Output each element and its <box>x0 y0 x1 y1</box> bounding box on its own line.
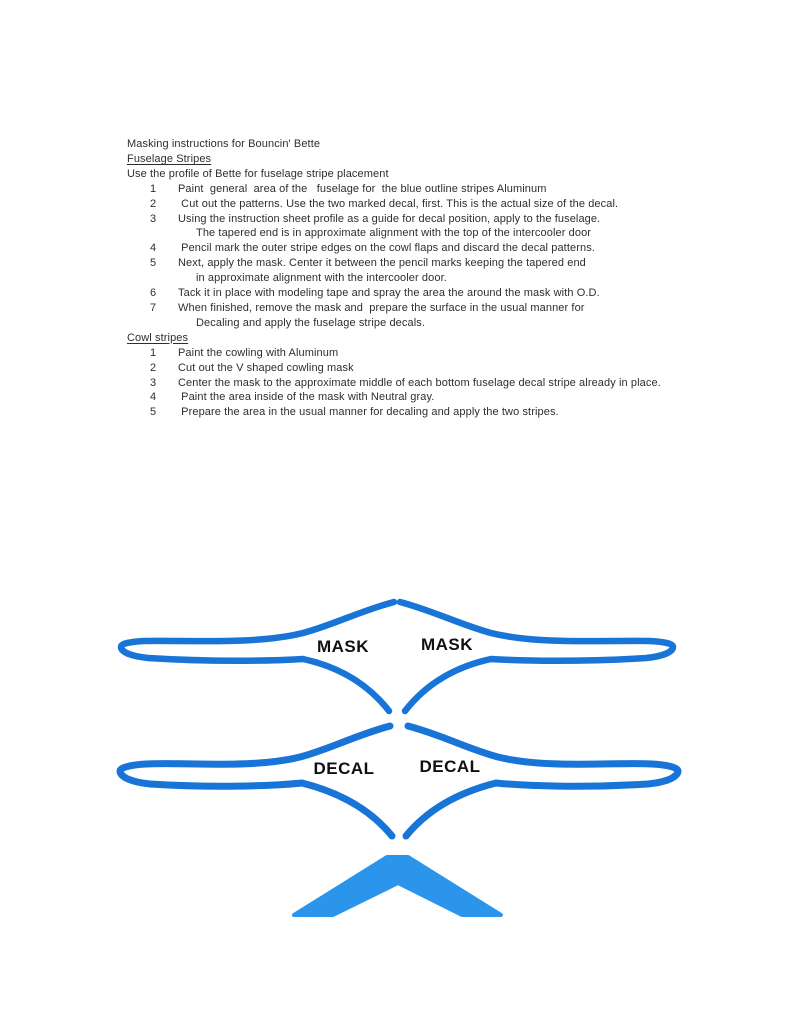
step-continuation-line: The tapered end is in approximate alignment with the top of the intercooler door <box>196 227 592 240</box>
step-text: Paint the area inside of the mask with Neutral gray. <box>178 391 435 404</box>
decal-stripe-left-outline <box>120 726 392 836</box>
step-number: 4 <box>150 391 157 404</box>
step-text: Prepare the area in the usual manner for decaling and apply the two stripes. <box>178 406 559 419</box>
mask-label-right: MASK <box>420 635 474 654</box>
step-number: 3 <box>150 212 157 225</box>
step-number: 4 <box>150 242 157 255</box>
step-text: Paint general area of the fuselage for the blue outline stripes Aluminum <box>178 182 547 195</box>
section-heading-cowl: Cowl stripes <box>127 331 189 344</box>
step-number: 2 <box>150 197 157 210</box>
step-number: 5 <box>150 406 157 419</box>
step-text: Pencil mark the outer stripe edges on the cowl flaps and discard the decal patterns. <box>178 242 595 255</box>
step-text: Tack it in place with modeling tape and spray the area the around the mask with O.D. <box>178 287 600 300</box>
step-text: Cut out the V shaped cowling mask <box>178 361 354 374</box>
step-number: 5 <box>150 257 157 270</box>
step-number: 1 <box>150 346 157 359</box>
step-continuation-line: Decaling and apply the fuselage stripe decals. <box>196 316 426 329</box>
cowl-v-mask-shape <box>294 857 501 915</box>
step-text: When finished, remove the mask and prepare the surface in the usual manner for <box>178 301 585 314</box>
step-text: Cut out the patterns. Use the two marked decal, first. This is the actual size of the decal. <box>178 197 619 210</box>
step-number: 1 <box>150 182 157 195</box>
step-number: 7 <box>150 301 157 314</box>
step-text: Using the instruction sheet profile as a guide for decal position, apply to the fuselage. <box>178 212 601 225</box>
step-number: 3 <box>150 376 157 389</box>
doc-title: Masking instructions for Bouncin' Bette <box>127 138 321 150</box>
decal-label-right: DECAL <box>419 757 481 776</box>
step-text: Center the mask to the approximate middle of each bottom fuselage decal stripe already in place. <box>178 376 661 389</box>
mask-stripe-left-outline <box>121 602 394 711</box>
section-intro-fuselage: Use the profile of Bette for fuselage stripe placement <box>127 167 389 180</box>
step-text: Paint the cowling with Aluminum <box>178 346 339 359</box>
decal-stripe-right-outline <box>406 726 678 836</box>
mask-stripe-right-outline <box>400 602 673 711</box>
step-text: Next, apply the mask. Center it between the pencil marks keeping the tapered end <box>178 257 586 270</box>
section-heading-fuselage: Fuselage Stripes <box>127 152 212 165</box>
decal-label-left: DECAL <box>313 759 375 778</box>
step-number: 6 <box>150 287 157 300</box>
step-continuation-line: in approximate alignment with the intercooler door. <box>196 272 447 285</box>
step-number: 2 <box>150 361 157 374</box>
mask-label-left: MASK <box>316 637 370 656</box>
